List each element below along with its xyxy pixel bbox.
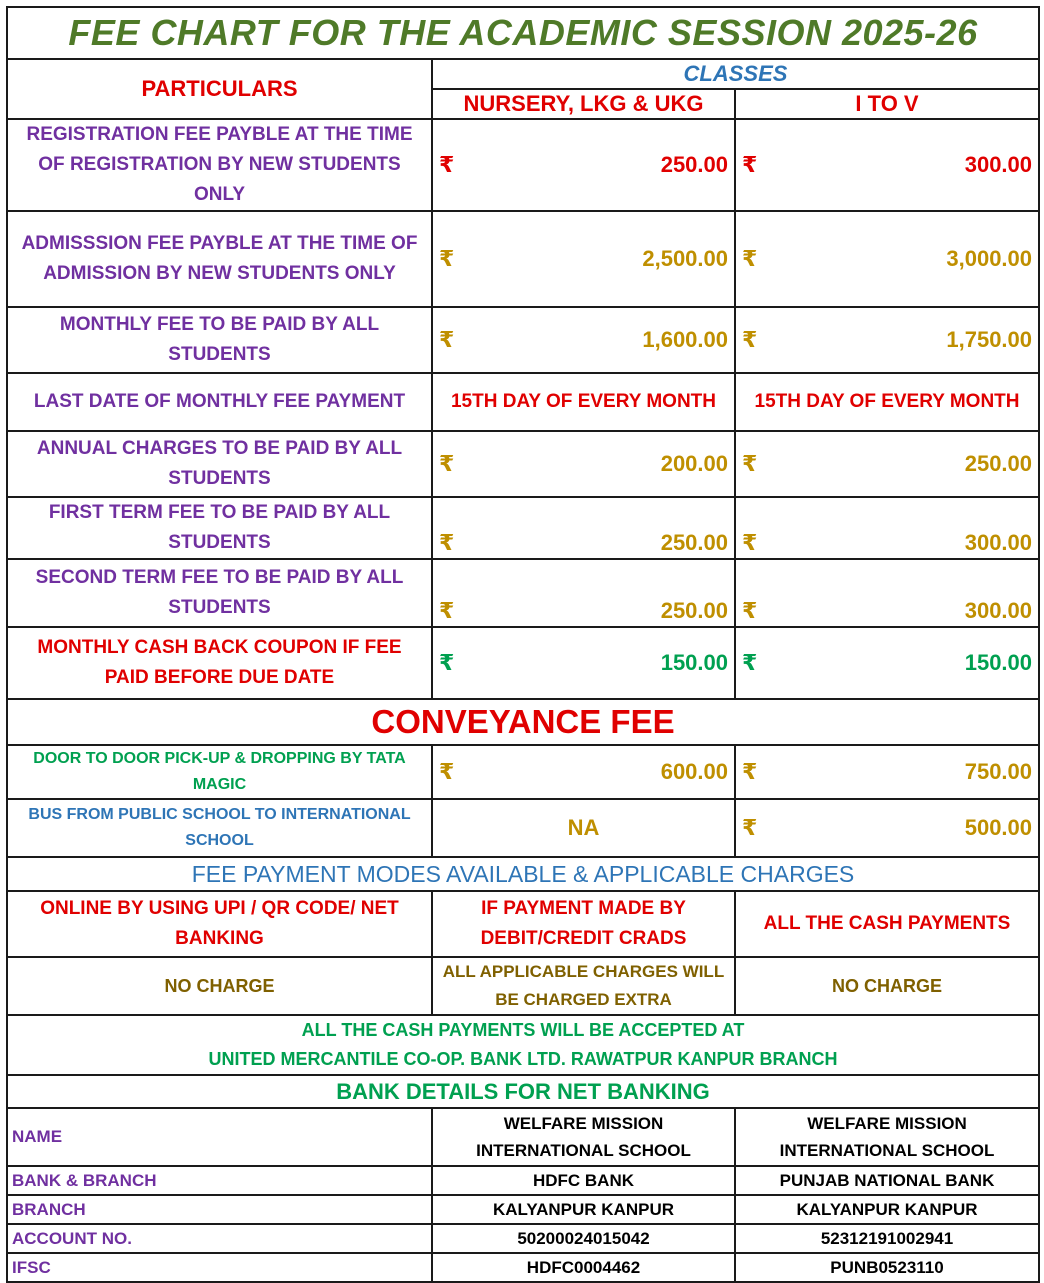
rupee-icon: ₹ xyxy=(742,815,758,840)
bank-field-label: IFSC xyxy=(7,1253,432,1282)
rupee-icon: ₹ xyxy=(439,152,455,177)
fee-row-label: LAST DATE OF MONTHLY FEE PAYMENT xyxy=(7,373,432,431)
fee-amount-cell xyxy=(432,627,735,699)
fee-row xyxy=(7,211,1039,307)
rupee-icon: ₹ xyxy=(742,327,758,352)
fee-amount-cell xyxy=(735,497,1039,559)
rupee-icon: ₹ xyxy=(439,598,455,623)
conveyance-label: DOOR TO DOOR PICK-UP & DROPPING BY TATA MAGIC xyxy=(7,745,432,799)
fee-row-label: MONTHLY FEE TO BE PAID BY ALL STUDENTS xyxy=(7,307,432,373)
bank-field-value: PUNB0523110 xyxy=(735,1253,1039,1282)
payment-heading-row xyxy=(7,857,1039,891)
fee-amount: 150.00 xyxy=(660,650,728,675)
fee-amount-cell xyxy=(735,799,1039,857)
fee-amount: 250.00 xyxy=(660,530,728,555)
fee-amount: 300.00 xyxy=(964,530,1033,555)
due-date-cell: 15TH DAY OF EVERY MONTH xyxy=(432,373,735,431)
rupee-icon: ₹ xyxy=(439,451,455,476)
bank-heading-row xyxy=(7,1075,1039,1108)
payment-charges-row xyxy=(7,957,1039,1015)
fee-amount-cell xyxy=(432,119,735,211)
fee-amount: 600.00 xyxy=(660,759,728,784)
fee-amount-cell xyxy=(735,307,1039,373)
fee-row-label: SECOND TERM FEE TO BE PAID BY ALL STUDENTS xyxy=(7,559,432,627)
payment-mode-cash: ALL THE CASH PAYMENTS xyxy=(735,891,1039,957)
fee-amount: 3,000.00 xyxy=(946,246,1033,271)
bank-field-value: 50200024015042 xyxy=(432,1224,735,1253)
bank-row xyxy=(7,1253,1039,1282)
due-date-cell: 15TH DAY OF EVERY MONTH xyxy=(735,373,1039,431)
bank-row xyxy=(7,1224,1039,1253)
fee-amount: 250.00 xyxy=(660,598,728,623)
fee-amount: NA xyxy=(432,799,735,857)
fee-amount: 2,500.00 xyxy=(642,246,728,271)
classes-header: CLASSES xyxy=(432,59,1039,89)
fee-amount-cell xyxy=(432,211,735,307)
bank-field-value: 52312191002941 xyxy=(735,1224,1039,1253)
rupee-icon: ₹ xyxy=(439,530,455,555)
header-row xyxy=(7,59,1039,89)
payment-modes-row xyxy=(7,891,1039,957)
rupee-icon: ₹ xyxy=(742,530,758,555)
fee-row-label: ANNUAL CHARGES TO BE PAID BY ALL STUDENTS xyxy=(7,431,432,497)
rupee-icon: ₹ xyxy=(439,246,455,271)
fee-amount: 1,750.00 xyxy=(946,327,1033,352)
fee-amount-cell xyxy=(735,559,1039,627)
rupee-icon: ₹ xyxy=(439,327,455,352)
fee-amount-cell xyxy=(432,497,735,559)
conveyance-heading-row xyxy=(7,699,1039,745)
fee-amount-cell xyxy=(432,559,735,627)
fee-amount-cell xyxy=(735,627,1039,699)
fee-row xyxy=(7,559,1039,627)
bank-field-label: ACCOUNT NO. xyxy=(7,1224,432,1253)
rupee-icon: ₹ xyxy=(439,759,455,784)
bank-field-value: WELFARE MISSION INTERNATIONAL SCHOOL xyxy=(432,1108,735,1166)
bank-field-value: PUNJAB NATIONAL BANK xyxy=(735,1166,1039,1195)
payment-mode-card: IF PAYMENT MADE BY DEBIT/CREDIT CRADS xyxy=(432,891,735,957)
bank-field-value: HDFC0004462 xyxy=(432,1253,735,1282)
fee-amount: 250.00 xyxy=(964,451,1033,476)
bank-field-value: HDFC BANK xyxy=(432,1166,735,1195)
rupee-icon: ₹ xyxy=(742,759,758,784)
fee-amount-cell xyxy=(432,745,735,799)
rupee-icon: ₹ xyxy=(439,650,455,675)
payment-mode-online: ONLINE BY USING UPI / QR CODE/ NET BANKING xyxy=(7,891,432,957)
bank-field-label: NAME xyxy=(7,1108,432,1166)
payment-charge-cash: NO CHARGE xyxy=(735,957,1039,1015)
payment-charge-card: ALL APPLICABLE CHARGES WILL BE CHARGED EXTRA xyxy=(432,957,735,1015)
fee-amount-cell xyxy=(735,745,1039,799)
bank-row xyxy=(7,1166,1039,1195)
cash-note-line-1: ALL THE CASH PAYMENTS WILL BE ACCEPTED AT xyxy=(301,1020,745,1040)
bank-field-value: KALYANPUR KANPUR xyxy=(735,1195,1039,1224)
fee-amount-cell xyxy=(735,431,1039,497)
rupee-icon: ₹ xyxy=(742,152,758,177)
fee-amount: 500.00 xyxy=(964,815,1033,840)
fee-row-label: MONTHLY CASH BACK COUPON IF FEE PAID BEFORE DUE DATE xyxy=(7,627,432,699)
particulars-header: PARTICULARS xyxy=(7,59,432,119)
fee-chart-sheet xyxy=(6,6,1038,1283)
fee-row xyxy=(7,119,1039,211)
bank-row xyxy=(7,1195,1039,1224)
fee-chart-table xyxy=(6,6,1040,1283)
fee-row xyxy=(7,497,1039,559)
fee-amount: 250.00 xyxy=(660,152,728,177)
fee-row-label: ADMISSSION FEE PAYBLE AT THE TIME OF ADMISSION BY NEW STUDENTS ONLY xyxy=(7,211,432,307)
class-column-nursery: NURSERY, LKG & UKG xyxy=(432,89,735,119)
conveyance-label: BUS FROM PUBLIC SCHOOL TO INTERNATIONAL SCHOOL xyxy=(7,799,432,857)
fee-amount-cell xyxy=(432,307,735,373)
rupee-icon: ₹ xyxy=(742,598,758,623)
fee-row xyxy=(7,307,1039,373)
title-row xyxy=(7,7,1039,59)
fee-amount-cell xyxy=(735,211,1039,307)
bank-field-value: KALYANPUR KANPUR xyxy=(432,1195,735,1224)
fee-amount: 300.00 xyxy=(964,598,1033,623)
fee-amount: 200.00 xyxy=(660,451,728,476)
fee-amount: 1,600.00 xyxy=(642,327,728,352)
bank-field-label: BRANCH xyxy=(7,1195,432,1224)
bank-heading: BANK DETAILS FOR NET BANKING xyxy=(7,1075,1039,1108)
cash-note xyxy=(7,1015,1039,1075)
conveyance-row xyxy=(7,745,1039,799)
fee-amount: 750.00 xyxy=(964,759,1033,784)
fee-amount: 150.00 xyxy=(964,650,1033,675)
rupee-icon: ₹ xyxy=(742,246,758,271)
cash-note-row xyxy=(7,1015,1039,1075)
fee-row xyxy=(7,627,1039,699)
fee-row xyxy=(7,431,1039,497)
fee-row-label: REGISTRATION FEE PAYBLE AT THE TIME OF REGISTRATION BY NEW STUDENTS ONLY xyxy=(7,119,432,211)
payment-charge-online: NO CHARGE xyxy=(7,957,432,1015)
chart-title: FEE CHART FOR THE ACADEMIC SESSION 2025-26 xyxy=(7,7,1039,59)
fee-row xyxy=(7,373,1039,431)
fee-amount: 300.00 xyxy=(964,152,1033,177)
conveyance-heading: CONVEYANCE FEE xyxy=(7,699,1039,745)
payment-heading: FEE PAYMENT MODES AVAILABLE & APPLICABLE CHARGES xyxy=(7,857,1039,891)
bank-field-label: BANK & BRANCH xyxy=(7,1166,432,1195)
fee-amount-cell xyxy=(432,431,735,497)
class-column-i-to-v: I TO V xyxy=(735,89,1039,119)
rupee-icon: ₹ xyxy=(742,451,758,476)
bank-field-value: WELFARE MISSION INTERNATIONAL SCHOOL xyxy=(735,1108,1039,1166)
fee-amount-cell xyxy=(735,119,1039,211)
cash-note-line-2: UNITED MERCANTILE CO-OP. BANK LTD. RAWATPUR KANPUR BRANCH xyxy=(208,1049,838,1069)
bank-row xyxy=(7,1108,1039,1166)
rupee-icon: ₹ xyxy=(742,650,758,675)
conveyance-row xyxy=(7,799,1039,857)
fee-row-label: FIRST TERM FEE TO BE PAID BY ALL STUDENTS xyxy=(7,497,432,559)
